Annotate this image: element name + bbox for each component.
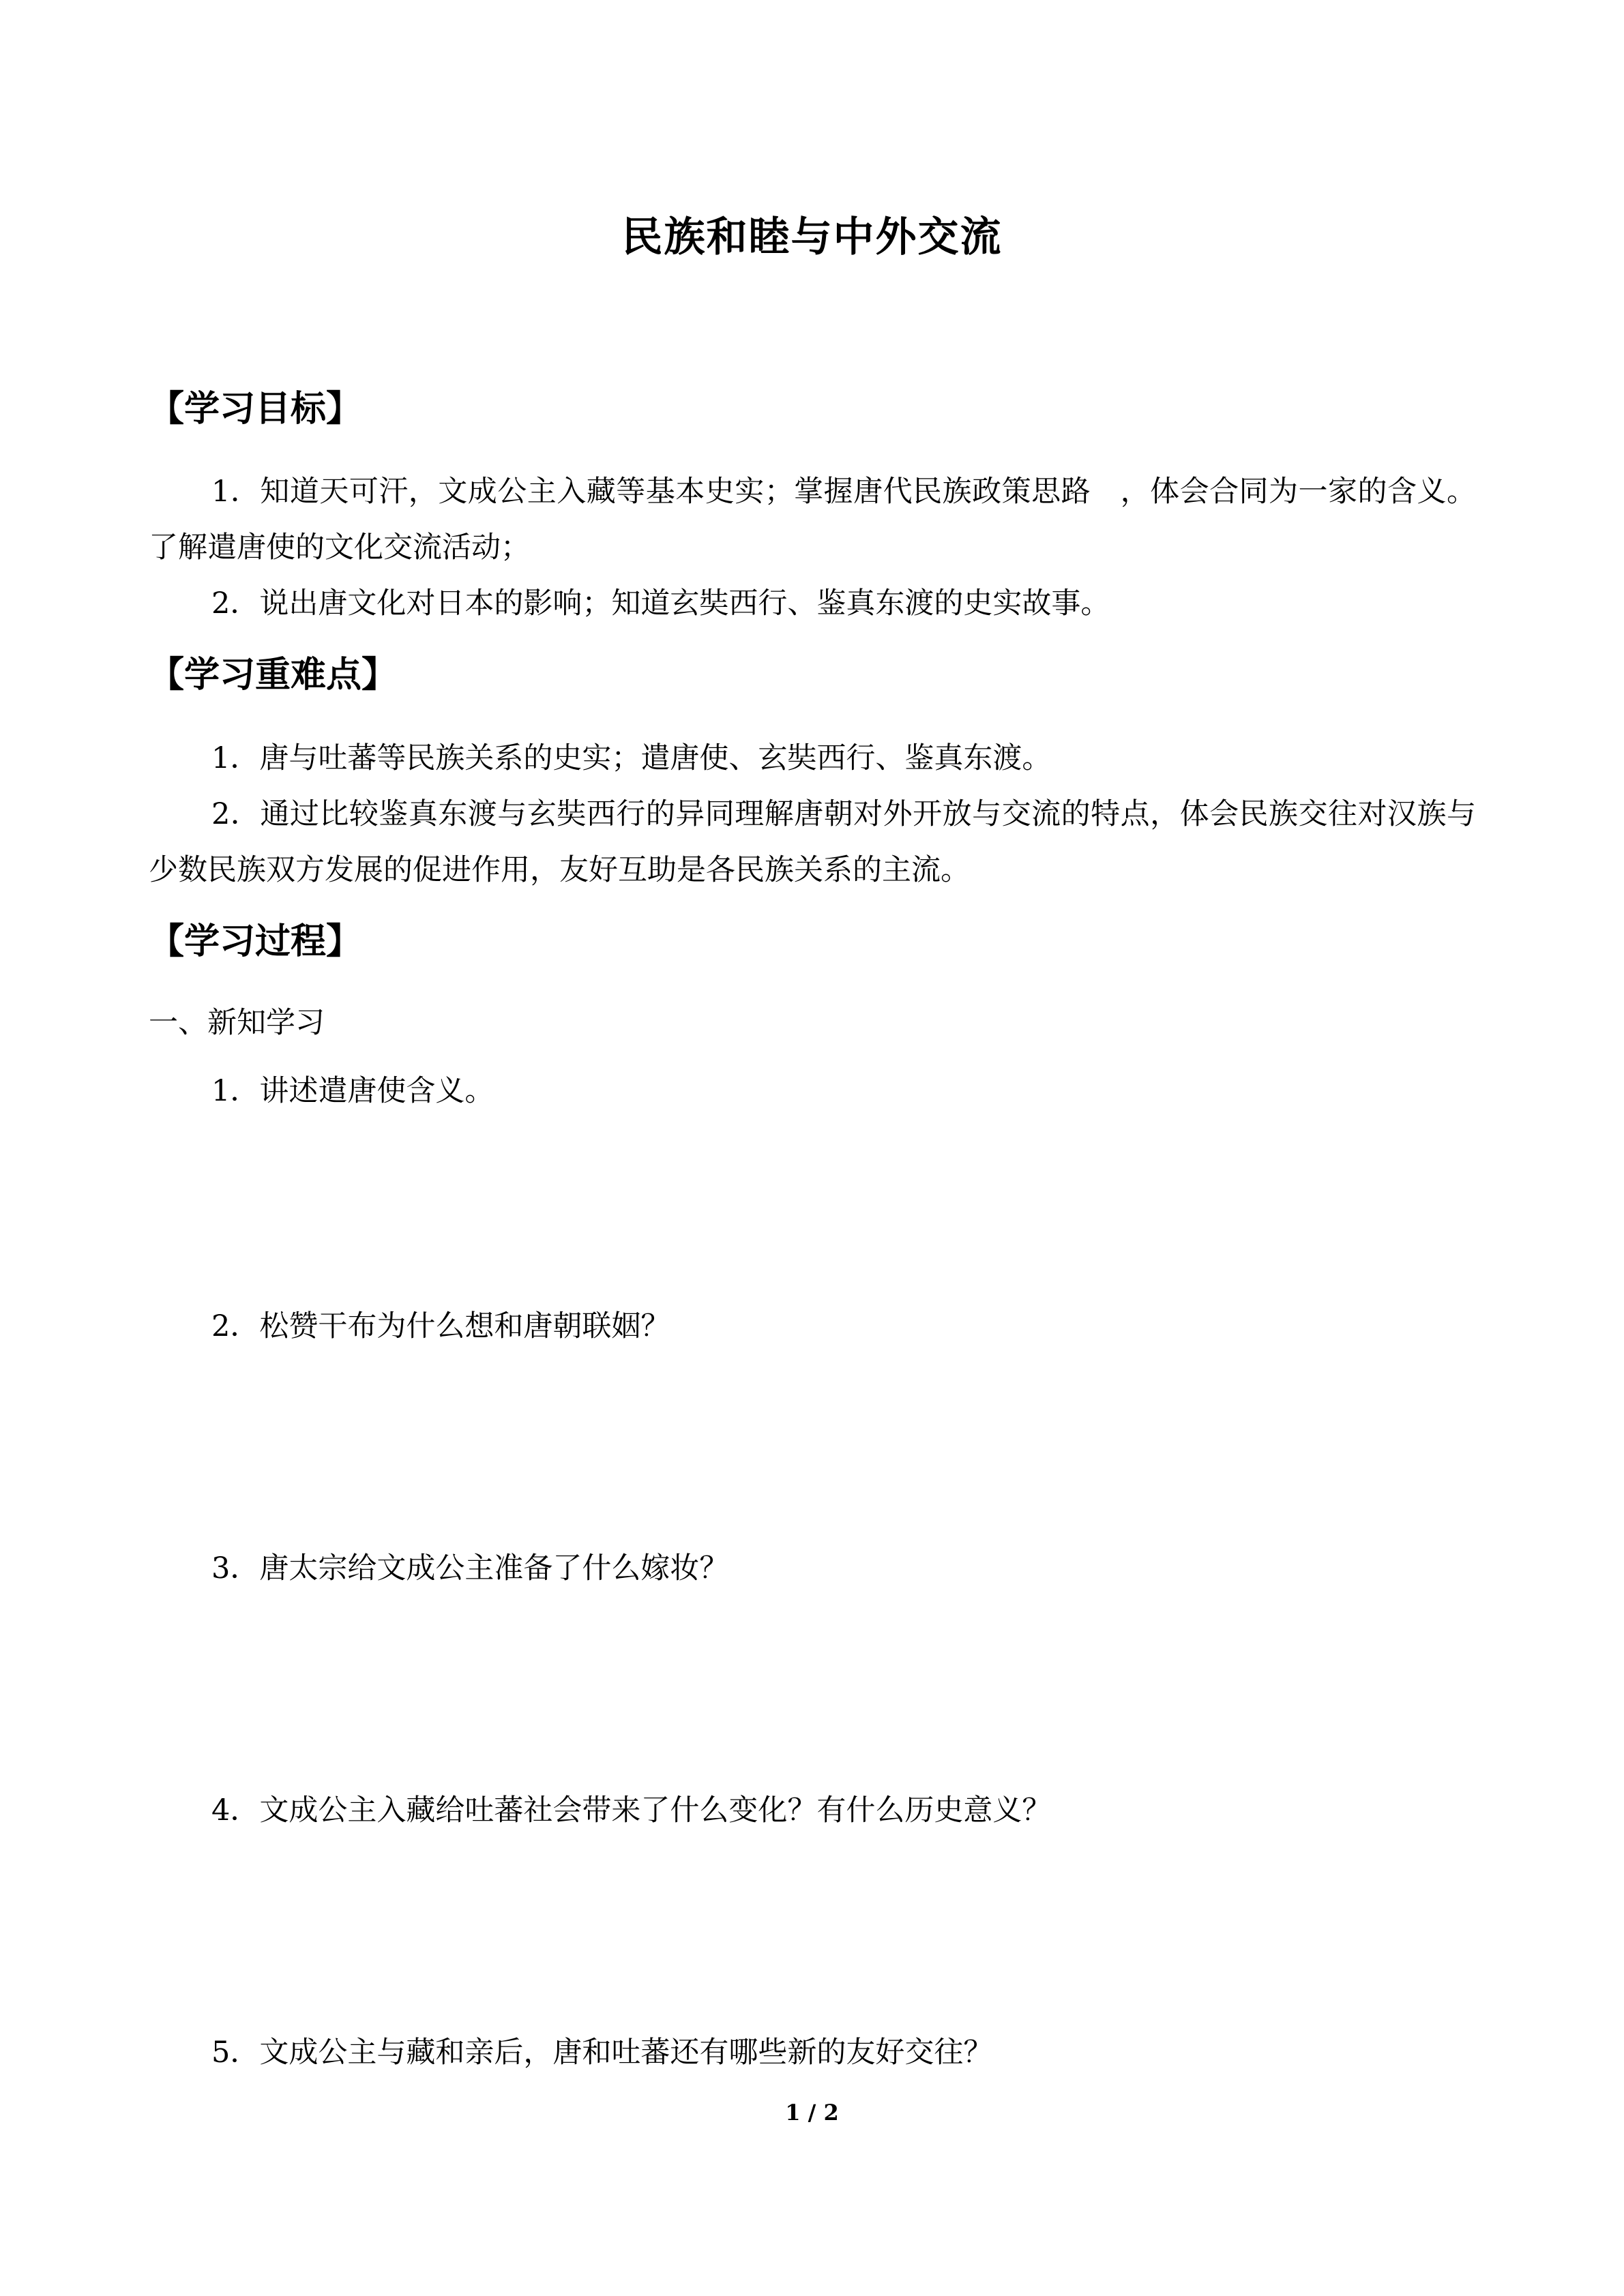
goal-item-1: 1．知道天可汗，文成公主入藏等基本史实；掌握唐代民族政策思路 ，体会合同为一家的含义。了解遣唐使的文化交流活动； [149,475,1476,565]
section-heading-key-points: 【学习重难点】 [149,655,398,696]
subheading-new-knowledge: 一、新知学习 [149,1006,325,1040]
key-point-item-1: 1．唐与吐蕃等民族关系的史实；遣唐使、玄奘西行、鉴真东渡。 [211,741,1052,775]
question-4: 4．文成公主入藏给吐蕃社会带来了什么变化？有什么历史意义？ [211,1793,1052,1828]
page-number: 1 / 2 [785,2100,839,2126]
question-2: 2．松赞干布为什么想和唐朝联姻？ [211,1309,670,1343]
question-1: 1．讲述遣唐使含义。 [211,1074,494,1108]
question-5: 5．文成公主与藏和亲后，唐和吐蕃还有哪些新的友好交往？ [211,2036,993,2070]
goal-item-2: 2．说出唐文化对日本的影响；知道玄奘西行、鉴真东渡的史实故事。 [211,586,1110,621]
question-3: 3．唐太宗给文成公主准备了什么嫁妆？ [211,1551,729,1585]
section-heading-goals: 【学习目标】 [149,389,362,430]
key-point-item-2: 2．通过比较鉴真东渡与玄奘西行的异同理解唐朝对外开放与交流的特点，体会民族交往对汉族与少数民族双方发展的促进作用，友好互助是各民族关系的主流。 [149,797,1476,887]
document-title: 民族和睦与中外交流 [621,213,1003,261]
section-heading-process: 【学习过程】 [149,921,362,962]
